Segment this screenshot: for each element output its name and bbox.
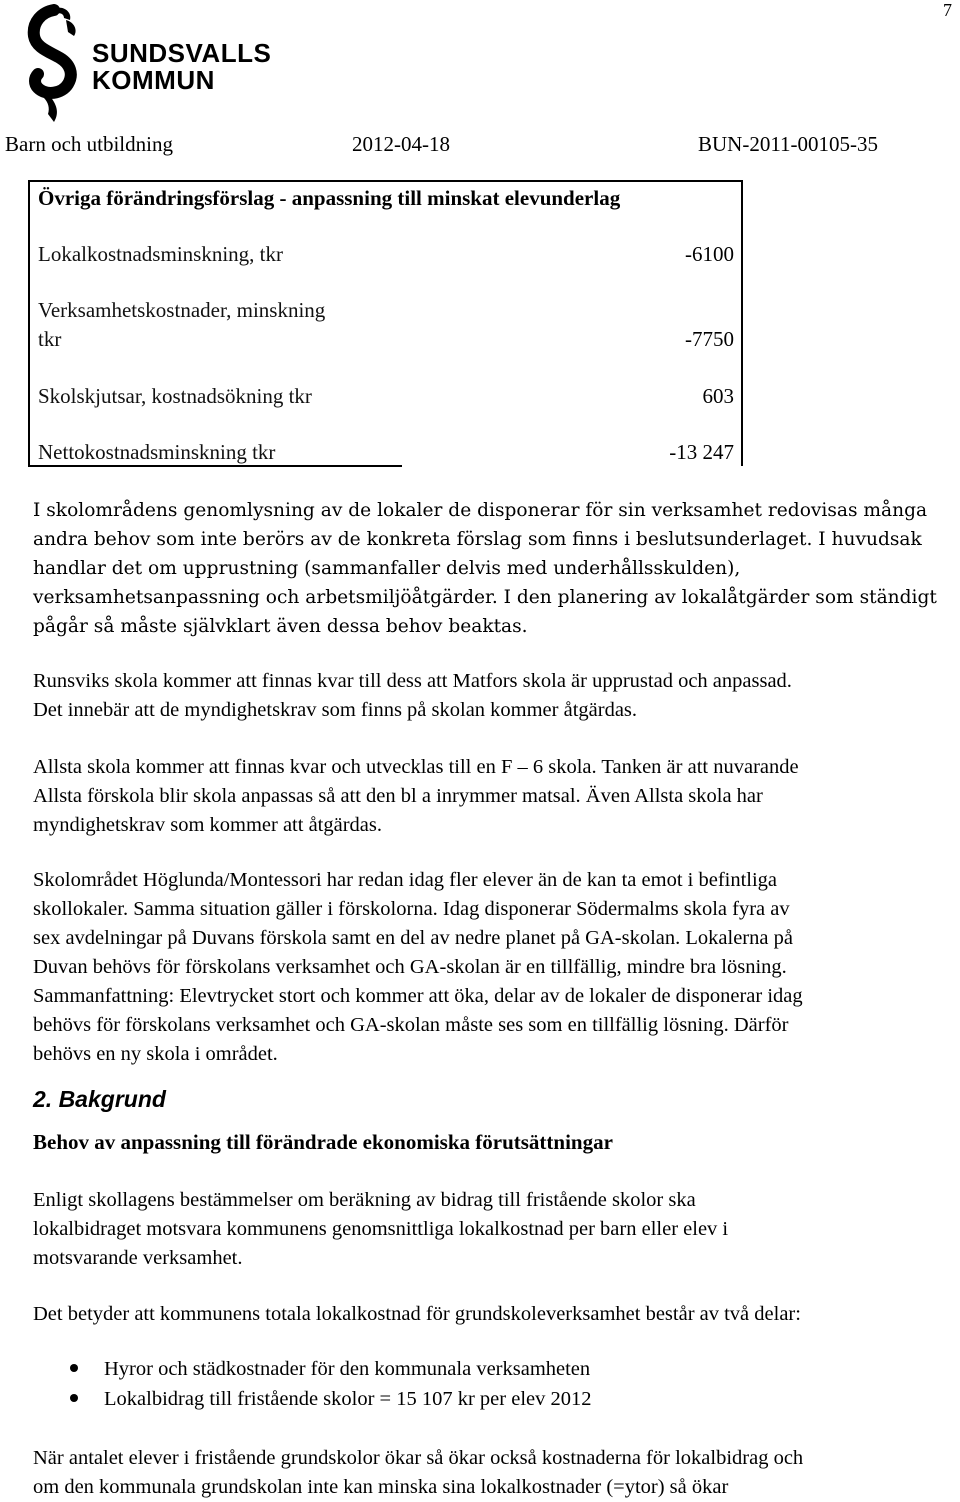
header-reference: BUN-2011-00105-35 [698,132,879,156]
bullet-item [70,1358,590,1381]
text-line: behövs för förskolans verksamhet och GA-skolan måste ses som en tillfällig lösning. Därför [33,1014,789,1036]
paragraph-hoglunda [33,866,958,1069]
text-line: Runsviks skola kommer att finnas kvar till dess att Matfors skola är upprustad och anpassad. [33,670,792,692]
bullet-text: Hyror och städkostnader för den kommunala verksamheten [104,1358,591,1380]
row-label-skolskjutsar: Skolskjutsar, kostnadsökning tkr [38,384,312,408]
municipality-logo [20,4,272,126]
row-value-verksamhet: -7750 [685,327,734,351]
bullet-text: Lokalbidrag till fristående skolor = 15 107 kr per elev 2012 [104,1388,592,1410]
summary-box [28,180,743,466]
text-line: Duvan behövs för förskolans verksamhet och GA-skolan är en tillfällig, mindre bra lösning. [33,956,787,978]
text-line: Skolområdet Höglunda/Montessori har redan idag fler elever än de kan ta emot i befintliga [33,869,778,891]
text-line: Det betyder att kommunens totala lokalkostnad för grundskoleverksamhet består av två delar: [33,1303,801,1325]
paragraph-skollagen [33,1186,958,1273]
bullet-item [70,1388,592,1411]
summary-box-title: Övriga förändringsförslag - anpassning till minskat elevunderlag [38,186,621,210]
paragraph-allsta [33,753,958,840]
header-date: 2012-04-18 [352,132,450,156]
header-department: Barn och utbildning [5,132,173,156]
summary-box-bottom-border [28,465,402,467]
bullet-dot-icon [70,1394,78,1402]
paragraph-fristaende [33,1444,958,1502]
text-line: Det innebär att de myndighetskrav som finns på skolan kommer åtgärdas. [33,699,638,721]
section-heading: 2. Bakgrund [33,1086,166,1112]
text-line: sex avdelningar på Duvans förskola samt en del av nedre planet på GA-skolan. Lokalerna på [33,927,793,949]
text-line: behövs en ny skola i området. [33,1043,278,1065]
paragraph-tva-delar [33,1300,958,1329]
org-name-line1: SUNDSVALLS [92,38,272,68]
text-line: Allsta skola kommer att finnas kvar och utvecklas till en F – 6 skola. Tanken är att nuvarande [33,756,799,778]
text-line: Enligt skollagens bestämmelser om beräkning av bidrag till fristående skolor ska [33,1189,696,1211]
bullet-dot-icon [70,1364,78,1372]
row-value-netto: -13 247 [669,440,734,464]
row-value-lokalkostnad: -6100 [685,242,734,266]
text-line: I skolområdens genomlysning av de lokaler de disponerar för sin verksamhet redovisas många [33,500,928,521]
text-line: andra behov som inte berörs av de konkreta förslag som finns i beslutsunderlaget. I huvudsak [33,529,922,550]
row-label-verksamhet-unit: tkr [38,327,62,351]
row-label-verksamhet: Verksamhetskostnader, minskning [38,298,326,322]
text-line: pågår så måste självklart även dessa behov beaktas. [33,616,528,637]
text-line: skollokaler. Samma situation gäller i förskolorna. Idag disponerar Södermalms skola fyra av [33,898,790,920]
row-label-netto: Nettokostnadsminskning tkr [38,440,276,464]
text-line: motsvarande verksamhet. [33,1247,243,1269]
text-line: När antalet elever i fristående grundskolor ökar så ökar också kostnaderna för lokalbidrag och [33,1447,804,1469]
paragraph-skolomraden [33,496,958,641]
paragraph-runsvik [33,667,958,725]
org-name-line2: KOMMUN [92,65,215,95]
page-number: 7 [943,0,952,20]
row-label-lokalkostnad: Lokalkostnadsminskning, tkr [38,242,283,266]
row-value-skolskjutsar: 603 [702,384,734,408]
logo-emblem-icon [20,4,90,126]
text-line: handlar det om upprustning (sammanfaller delvis med underhållsskulden), [33,558,741,579]
text-line: om den kommunala grundskolan inte kan minska sina lokalkostnader (=ytor) så ökar [33,1476,729,1498]
text-line: Sammanfattning: Elevtrycket stort och kommer att öka, delar av de lokaler de disponerar idag [33,985,803,1007]
text-line: myndighetskrav som kommer att åtgärdas. [33,814,382,836]
text-line: lokalbidraget motsvara kommunens genomsnittliga lokalkostnad per barn eller elev i [33,1218,729,1240]
text-line: Allsta förskola blir skola anpassas så att den bl a inrymmer matsal. Även Allsta skola har [33,785,763,807]
section-subheading: Behov av anpassning till förändrade ekonomiska förutsättningar [33,1130,613,1154]
text-line: verksamhetsanpassning och arbetsmiljöåtgärder. I den planering av lokalåtgärder som ständigt [33,587,937,608]
